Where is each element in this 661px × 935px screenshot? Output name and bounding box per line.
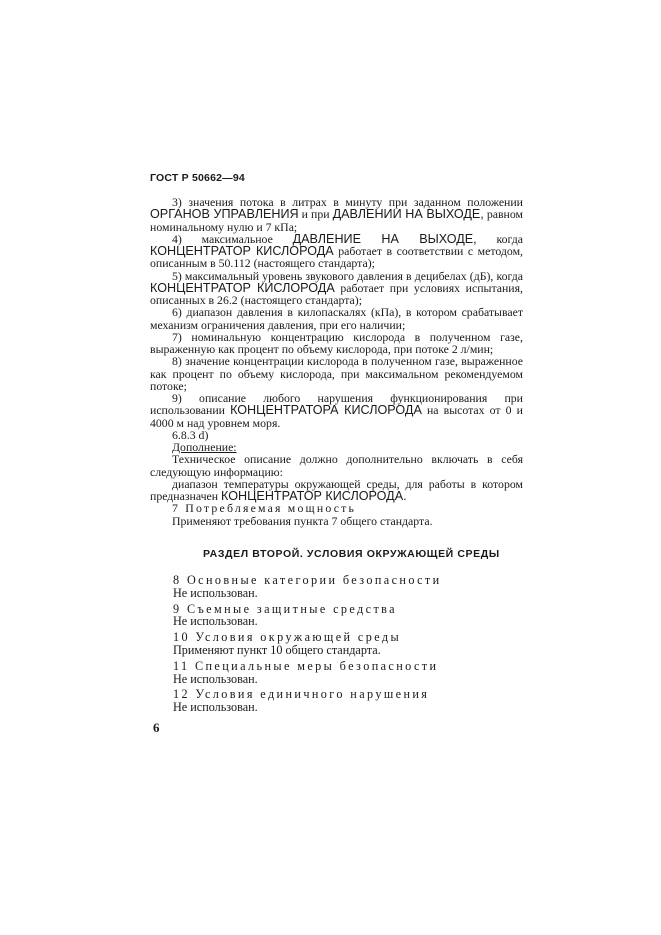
clause-7-heading: 7 Потребляемая мощность — [172, 501, 357, 516]
item-7: 7) номинальную концентрацию кислорода в полученном газе, выраженную как процент по объему кислорода, при потоке 2 л/мин; — [150, 329, 523, 356]
item-9-text: 9) описание любого нарушения функционирования при использовании — [150, 391, 523, 418]
item-3-text-2: и при — [298, 207, 333, 222]
item-5-text-2: работает при условиях испытания, описанных в 26.2 (настоящего стандарта); — [150, 280, 523, 307]
clause-text: Применяют пункт 10 общего стандарта. — [173, 642, 381, 657]
item-8: 8) значение концентрации кислорода в полученном газе, выраженное как процент по объему кислорода, при максимальном рекомендуемом потоке; — [150, 354, 523, 393]
item-4-text: 4) максимальное — [172, 231, 293, 246]
clause-text: Не использован. — [173, 671, 258, 686]
item-5 — [150, 270, 523, 307]
clause-item — [173, 688, 523, 714]
item-4-text-3: работает в соответствии с методом, описанным в 50.112 (настоящего стандарта); — [150, 244, 523, 271]
term-oxygen-concentrator: КОНЦЕНТРАТОР КИСЛОРОДА — [150, 244, 334, 258]
document-header: ГОСТ Р 50662—94 — [150, 172, 245, 184]
page-number: 6 — [153, 720, 160, 735]
term-oxygen-concentrator: КОНЦЕНТРАТОР КИСЛОРОДА. — [221, 489, 407, 503]
item-5-text: 5) максимальный уровень звукового давления в децибелах (дБ), когда — [172, 268, 523, 283]
clause-text: Не использован. — [173, 700, 258, 715]
clause-item — [173, 603, 523, 629]
item-9-text-2: на высотах от 0 и 4000 м над уровнем моря. — [150, 403, 523, 430]
clause-7-text: Применяют требования пункта 7 общего стандарта. — [172, 513, 433, 528]
item-3-text-3: равном номинальному нулю и 7 кПа; — [150, 207, 523, 234]
term-oxygen-concentrator: КОНЦЕНТРАТОР КИСЛОРОДА — [150, 280, 335, 295]
clause-item — [173, 660, 523, 686]
term-controls: ОРГАНОВ УПРАВЛЕНИЯ — [150, 207, 299, 222]
term-outlet-pressure: ДАВЛЕНИИ НА ВЫХОДЕ, — [332, 207, 484, 222]
item-6: 6) диапазон давления в килопаскалях (кПа), в котором срабатывает механизм ограничения давления, при его наличии; — [150, 305, 523, 332]
technical-description: Техническое описание должно дополнительно включать в себя следующую информацию: — [150, 452, 523, 479]
temperature-range — [150, 478, 523, 503]
clause-heading: 11 Специальные меры безопасности — [173, 658, 439, 673]
clause-list — [173, 574, 523, 717]
clause-text: Не использован. — [173, 585, 258, 600]
addition-label-text: Дополнение: — [172, 440, 237, 454]
item-4-text-2: когда — [476, 231, 523, 246]
item-3 — [150, 196, 523, 233]
term-oxygen-concentrator: КОНЦЕНТРАТОРА КИСЛОРОДА — [230, 403, 422, 418]
clause-item — [173, 574, 523, 600]
clause-heading: 12 Условия единичного нарушения — [173, 687, 430, 702]
section-title: РАЗДЕЛ ВТОРОЙ. УСЛОВИЯ ОКРУЖАЮЩЕЙ СРЕДЫ — [203, 548, 500, 560]
clause-reference: 6.8.3 d) — [172, 427, 209, 442]
clause-heading: 9 Съемные защитные средства — [173, 601, 397, 616]
clause-heading: 10 Условия окружающей среды — [173, 630, 402, 645]
body-text — [150, 196, 523, 527]
item-9 — [150, 392, 523, 429]
clause-text: Не использован. — [173, 614, 258, 629]
item-3-text: 3) значения потока в литрах в минуту при заданном положении — [172, 195, 523, 209]
temperature-range-text: диапазон температуры окружающей среды, для работы в котором предназначен — [150, 476, 523, 503]
item-4 — [150, 233, 523, 270]
clause-heading: 8 Основные категории безопасности — [173, 573, 442, 587]
clause-item — [173, 631, 523, 657]
term-outlet-pressure: ДАВЛЕНИЕ НА ВЫХОДЕ, — [292, 231, 477, 246]
